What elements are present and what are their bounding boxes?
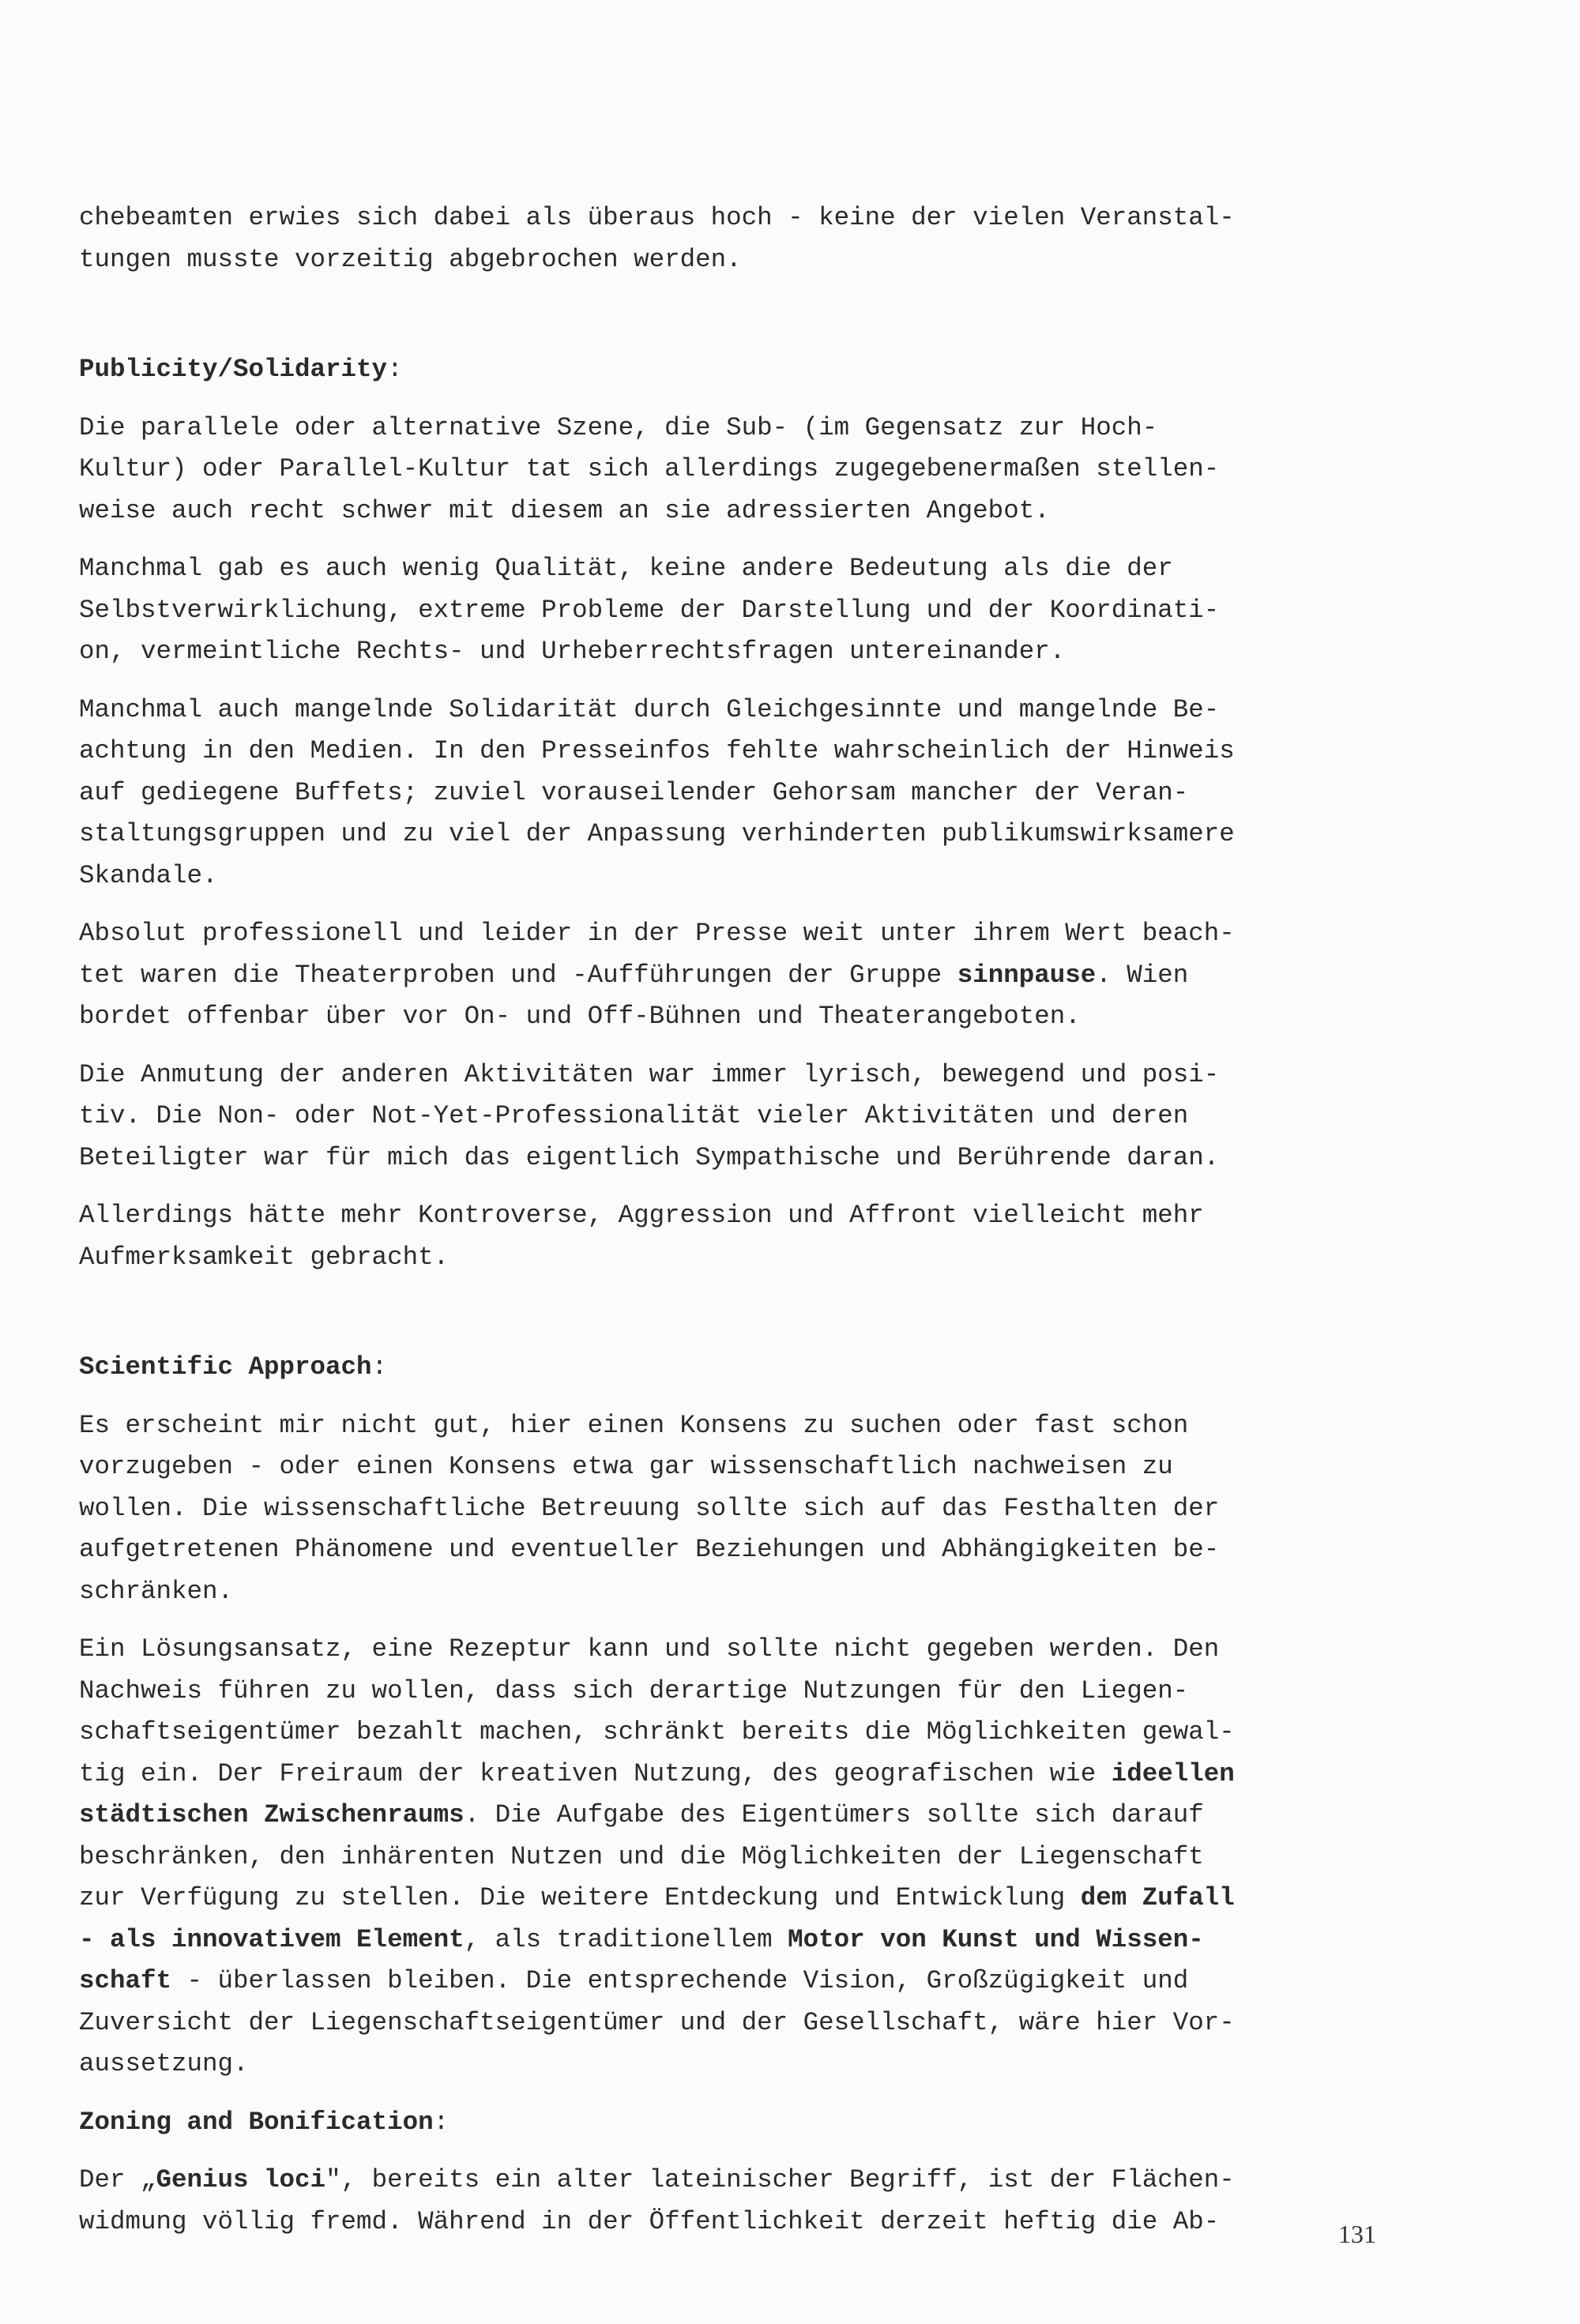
text-run: Kultur) oder Parallel-Kultur tat sich allerdings zugegebenermaßen stellen-	[79, 454, 1220, 483]
text-run: Es erscheint mir nicht gut, hier einen Konsens zu suchen oder fast schon	[79, 1410, 1189, 1440]
paragraph-consensus	[79, 1405, 1438, 1613]
text-line	[79, 1096, 1438, 1138]
text-line	[79, 491, 1438, 532]
spacer	[79, 532, 1438, 548]
text-line	[79, 1920, 1438, 1961]
text-run: Ein Lösungsansatz, eine Rezeptur kann und sollte nicht gegeben werden. Den	[79, 1634, 1220, 1664]
text-run: weise auch recht schwer mit diesem an sie adressierten Angebot.	[79, 495, 1050, 525]
text-line	[79, 731, 1438, 773]
bold-text-run: Motor von Kunst und Wissen-	[788, 1924, 1204, 1954]
text-run: Die Anmutung der anderen Aktivitäten war immer lyrisch, bewegend und posi-	[79, 1059, 1220, 1089]
text-line	[79, 1195, 1438, 1237]
text-line	[79, 1629, 1438, 1671]
section-heading-zoning-bonification	[79, 2102, 1438, 2144]
text-line	[79, 239, 1438, 281]
text-run: Nachweis führen zu wollen, dass sich derartige Nutzungen für den Liegen-	[79, 1675, 1189, 1705]
text-run: auf gediegene Buffets; zuviel vorauseilender Gehorsam mancher der Veran-	[79, 777, 1189, 807]
text-run: on, vermeintliche Rechts- und Urheberrechtsfragen untereinander.	[79, 637, 1066, 666]
text-line	[79, 548, 1438, 590]
text-run: schränken.	[79, 1576, 234, 1606]
text-line	[79, 1754, 1438, 1796]
paragraph-controversy	[79, 1195, 1438, 1278]
text-run: - überlassen bleiben. Die entsprechende Vision, Großzügigkeit und	[171, 1966, 1189, 1995]
text-line	[79, 955, 1438, 997]
section-heading-colon: :	[387, 355, 403, 384]
text-run: Beteiligter war für mich das eigentlich Sympathische und Berührende daran.	[79, 1142, 1220, 1172]
text-run: Die parallele oder alternative Szene, die Sub- (im Gegensatz zur Hoch-	[79, 412, 1158, 442]
text-run: bordet offenbar über vor On- und Off-Bühnen und Theaterangeboten.	[79, 1002, 1081, 1031]
text-run: Selbstverwirklichung, extreme Probleme der Darstellung und der Koordinati-	[79, 595, 1220, 625]
text-run: . Wien	[1096, 960, 1189, 990]
text-run: Allerdings hätte mehr Kontroverse, Aggression und Affront vielleicht mehr	[79, 1201, 1204, 1230]
text-run: tungen musste vorzeitig abgebrochen werden.	[79, 244, 742, 274]
spacer	[79, 2085, 1438, 2102]
page-body	[79, 197, 1438, 2243]
text-run: tig ein. Der Freiraum der kreativen Nutzung, des geografischen wie	[79, 1758, 1112, 1788]
section-heading-colon: :	[433, 2107, 450, 2137]
text-run: ", bereits ein alter lateinischer Begriff, ist der Flächen-	[325, 2165, 1235, 2194]
text-run: chebeamten erwies sich dabei als überaus hoch - keine der vielen Veranstal-	[79, 203, 1235, 232]
text-run: zur Verfügung zu stellen. Die weitere Entdeckung und Entwicklung	[79, 1883, 1081, 1912]
section-heading-text: Publicity/Solidarity	[79, 355, 388, 384]
text-line	[79, 1837, 1438, 1878]
text-line	[79, 1671, 1438, 1713]
text-line	[79, 449, 1438, 491]
text-run: Zuversicht der Liegenschaftseigentümer und der Gesellschaft, wäre hier Vor-	[79, 2007, 1235, 2037]
spacer	[79, 1278, 1438, 1347]
bold-text-run: städtischen Zwischenraums	[79, 1800, 465, 1829]
text-run: beschränken, den inhärenten Nutzen und die Möglichkeiten der Liegenschaft	[79, 1841, 1204, 1871]
text-line	[79, 1055, 1438, 1096]
spacer	[79, 391, 1438, 408]
bold-text-run: sinnpause	[957, 960, 1097, 990]
section-heading-colon: :	[371, 1352, 388, 1382]
section-heading-publicity-solidarity	[79, 349, 1438, 391]
text-line	[79, 1138, 1438, 1179]
text-line	[79, 2202, 1438, 2243]
text-line	[79, 1405, 1438, 1447]
text-run: tiv. Die Non- oder Not-Yet-Professionalität vieler Aktivitäten und deren	[79, 1101, 1189, 1130]
bold-text-run: dem Zufall	[1080, 1883, 1235, 1912]
spacer	[79, 2143, 1438, 2160]
text-line	[79, 1488, 1438, 1530]
text-line	[79, 814, 1438, 856]
section-heading-scientific-approach	[79, 1347, 1438, 1389]
paragraph-genius-loci	[79, 2160, 1438, 2243]
text-run: , als traditionellem	[464, 1924, 788, 1954]
paragraph-theatre	[79, 913, 1438, 1038]
text-run: vorzugeben - oder einen Konsens etwa gar wissenschaftlich nachweisen zu	[79, 1452, 1173, 1481]
spacer	[79, 897, 1438, 913]
text-run: Absolut professionell und leider in der Presse weit unter ihrem Wert beach-	[79, 919, 1235, 948]
bold-text-run: - als innovativem Element	[79, 1924, 465, 1954]
paragraph-solidarity	[79, 690, 1438, 897]
text-run: aussetzung.	[79, 2049, 249, 2078]
bold-text-run: schaft	[79, 1966, 172, 1995]
text-line	[79, 1529, 1438, 1571]
text-line	[79, 1571, 1438, 1613]
text-run: wollen. Die wissenschaftliche Betreuung sollte sich auf das Festhalten der	[79, 1493, 1220, 1523]
section-heading-text: Scientific Approach	[79, 1352, 372, 1382]
text-line	[79, 1446, 1438, 1488]
text-line	[79, 1878, 1438, 1920]
text-line	[79, 913, 1438, 955]
spacer	[79, 1612, 1438, 1629]
text-run: achtung in den Medien. In den Presseinfos fehlte wahrscheinlich der Hinweis	[79, 736, 1235, 765]
bold-text-run: Genius loci	[156, 2165, 326, 2194]
text-line	[79, 996, 1438, 1038]
spacer	[79, 1038, 1438, 1055]
spacer	[79, 1179, 1438, 1195]
text-run: Manchmal auch mangelnde Solidarität durch Gleichgesinnte und mangelnde Be-	[79, 694, 1220, 724]
text-run: . Die Aufgabe des Eigentümers sollte sich darauf	[464, 1800, 1204, 1829]
page-number: 131	[1338, 2220, 1376, 2248]
text-line	[79, 773, 1438, 814]
paragraph-anmutung	[79, 1055, 1438, 1179]
text-line	[79, 631, 1438, 673]
text-line	[79, 1795, 1438, 1837]
text-line	[79, 2160, 1438, 2202]
text-run: Manchmal gab es auch wenig Qualität, keine andere Bedeutung als die der	[79, 554, 1173, 583]
paragraph-parallel-scene	[79, 408, 1438, 532]
spacer	[79, 280, 1438, 349]
bold-text-run: ideellen	[1111, 1758, 1235, 1788]
text-line	[79, 856, 1438, 897]
text-line	[79, 408, 1438, 449]
text-run: aufgetretenen Phänomene und eventueller Beziehungen und Abhängigkeiten be-	[79, 1535, 1220, 1564]
text-line	[79, 590, 1438, 632]
text-line	[79, 197, 1438, 239]
spacer	[79, 1389, 1438, 1405]
text-run: Der „	[79, 2165, 156, 2194]
paragraph-closing-previous	[79, 197, 1438, 280]
text-run: tet waren die Theaterproben und -Aufführungen der Gruppe	[79, 960, 957, 990]
text-line	[79, 2044, 1438, 2085]
section-heading-text: Zoning and Bonification	[79, 2107, 434, 2137]
text-run: widmung völlig fremd. Während in der Öffentlichkeit derzeit heftig die Ab-	[79, 2206, 1220, 2236]
paragraph-quality	[79, 548, 1438, 673]
text-run: Skandale.	[79, 860, 218, 890]
text-line	[79, 2002, 1438, 2044]
paragraph-solution	[79, 1629, 1438, 2085]
text-run: schaftseigentümer bezahlt machen, schränkt bereits die Möglichkeiten gewal-	[79, 1717, 1235, 1747]
text-run: staltungsgruppen und zu viel der Anpassung verhinderten publikumswirksamere	[79, 819, 1235, 848]
spacer	[79, 673, 1438, 690]
text-line	[79, 1712, 1438, 1754]
text-line	[79, 1237, 1438, 1279]
text-line	[79, 690, 1438, 731]
text-line	[79, 1961, 1438, 2002]
text-run: Aufmerksamkeit gebracht.	[79, 1242, 450, 1272]
